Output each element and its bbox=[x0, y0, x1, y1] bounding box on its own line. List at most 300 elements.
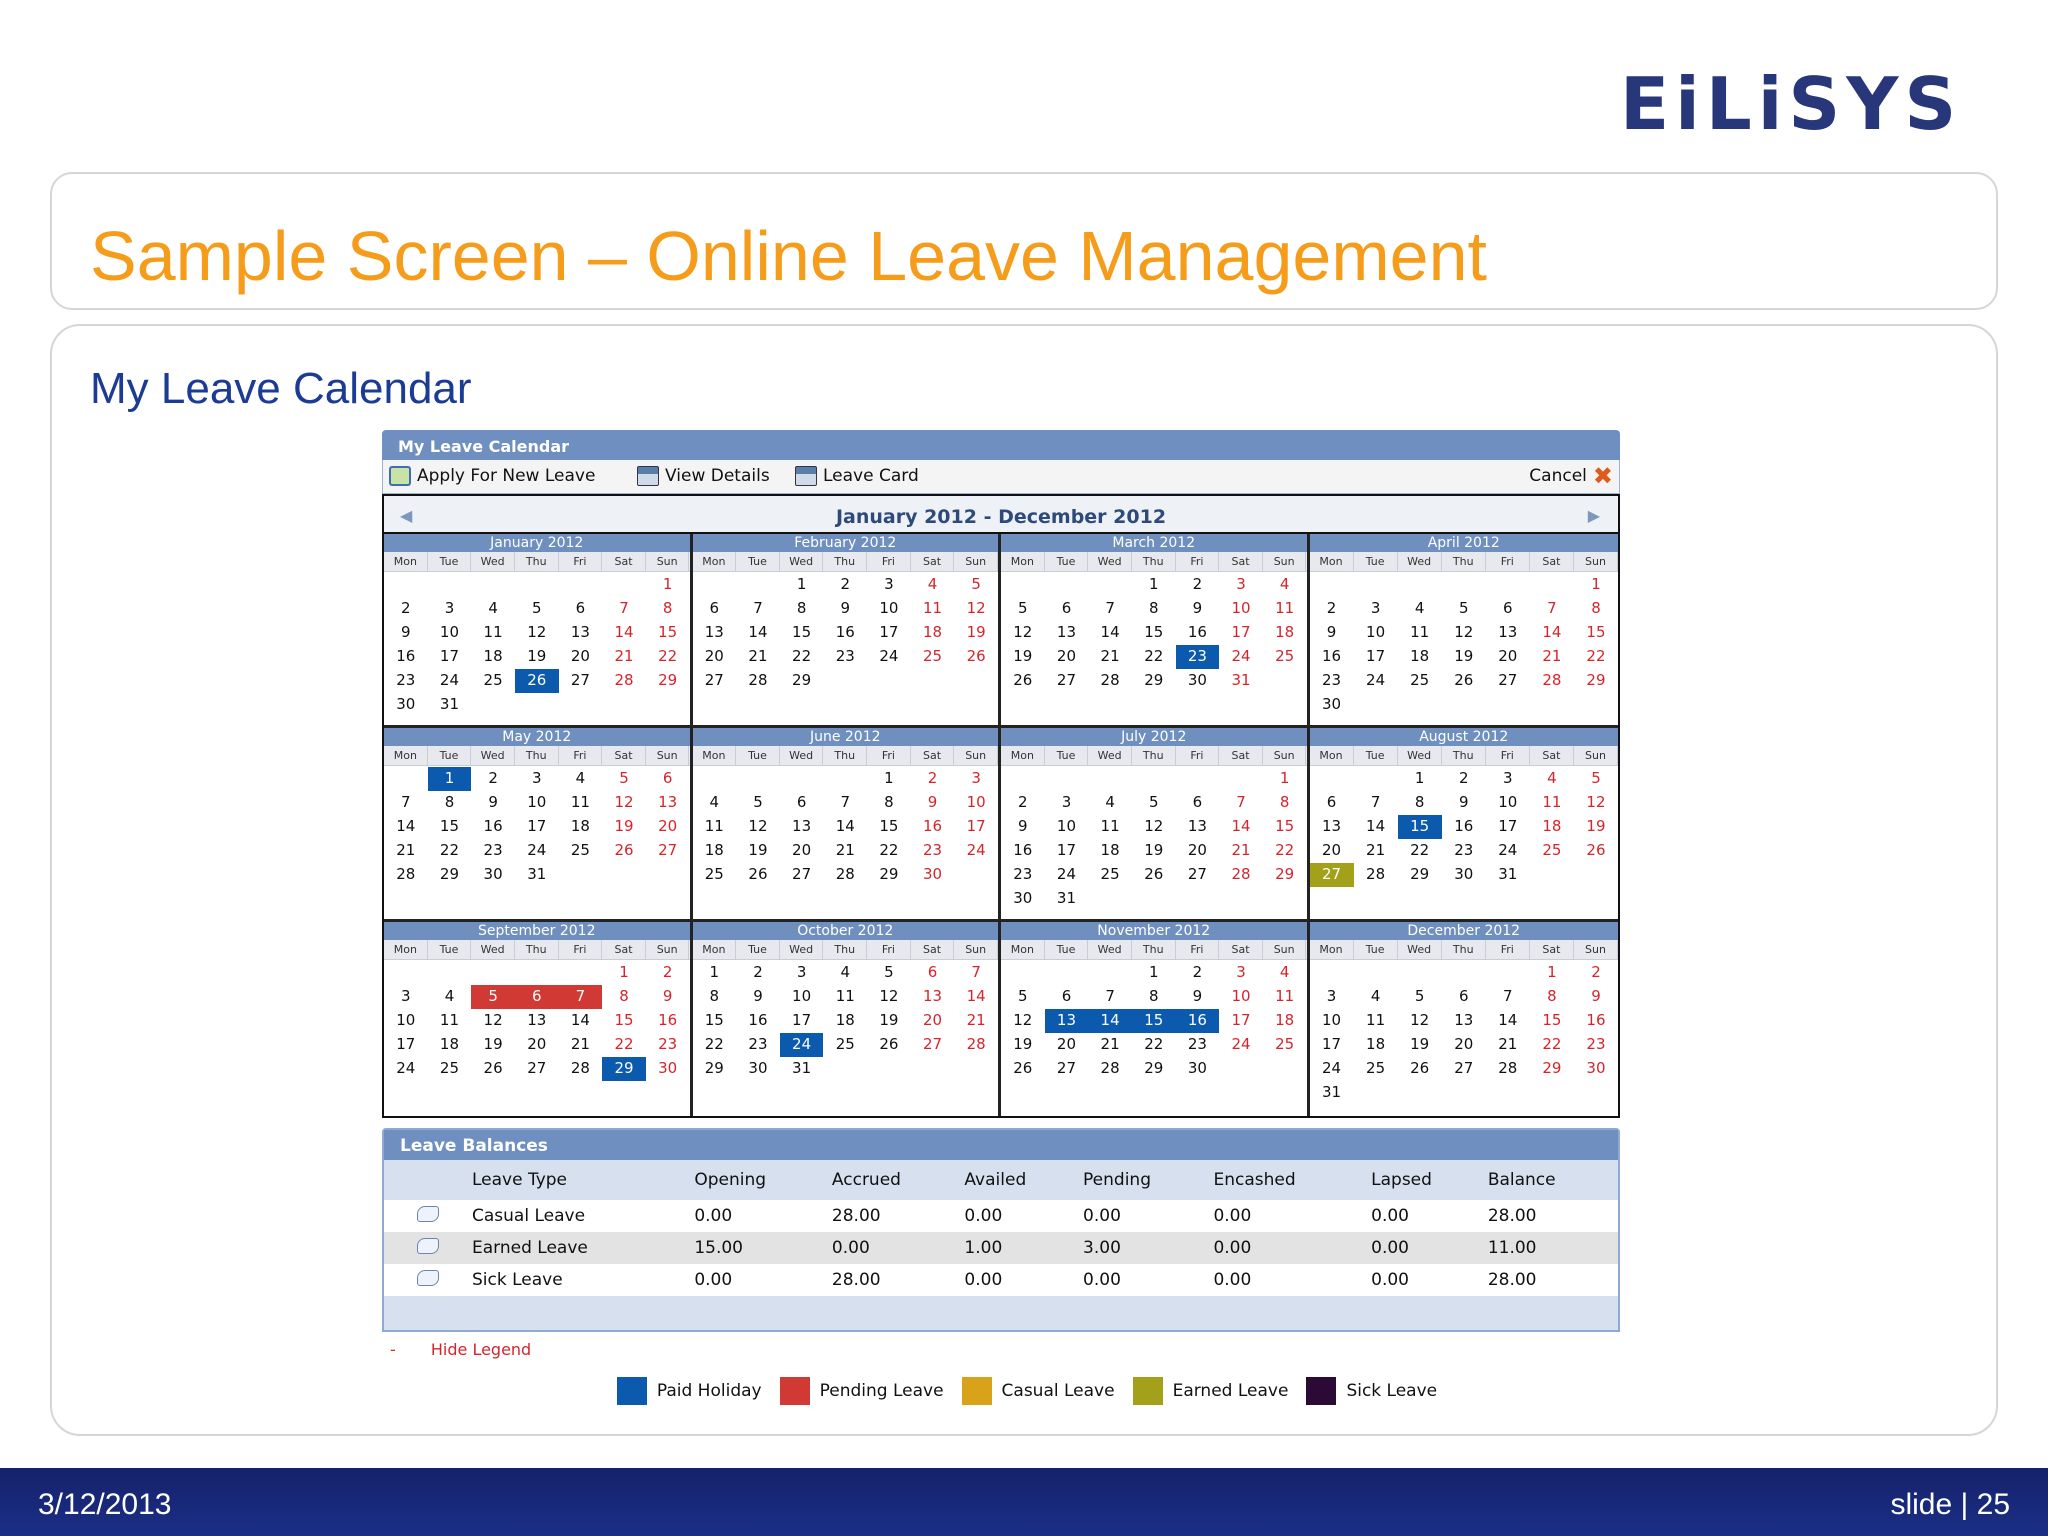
day-cell[interactable]: 6 bbox=[709, 599, 720, 617]
day-cell[interactable]: 18 bbox=[483, 647, 503, 665]
day-cell[interactable]: 8 bbox=[1148, 599, 1159, 617]
day-cell[interactable]: 3 bbox=[884, 575, 894, 593]
day-cell[interactable]: 31 bbox=[439, 695, 459, 713]
day-cell[interactable]: 28 bbox=[835, 865, 855, 883]
day-cell[interactable]: 17 bbox=[527, 817, 547, 835]
day-cell[interactable]: 31 bbox=[792, 1059, 812, 1077]
day-cell[interactable]: 14 bbox=[396, 817, 416, 835]
day-cell[interactable]: 10 bbox=[396, 1011, 416, 1029]
leave-type-icon[interactable] bbox=[417, 1270, 439, 1286]
day-cell[interactable]: 20 bbox=[1056, 647, 1076, 665]
day-cell[interactable]: 26 bbox=[1144, 865, 1164, 883]
day-cell[interactable]: 23 bbox=[1176, 645, 1220, 669]
day-cell[interactable]: 31 bbox=[1231, 671, 1251, 689]
day-cell[interactable]: 6 bbox=[575, 599, 586, 617]
day-cell[interactable]: 27 bbox=[658, 841, 678, 859]
day-cell[interactable]: 21 bbox=[570, 1035, 590, 1053]
day-cell[interactable]: 3 bbox=[1370, 599, 1381, 617]
day-cell[interactable]: 12 bbox=[1013, 1011, 1033, 1029]
day-cell[interactable]: 18 bbox=[1275, 623, 1295, 641]
day-cell[interactable]: 13 bbox=[922, 987, 943, 1005]
day-cell[interactable]: 14 bbox=[1366, 817, 1386, 835]
leave-card-button[interactable] bbox=[795, 466, 919, 486]
day-cell[interactable]: 8 bbox=[1148, 987, 1159, 1005]
day-cell[interactable]: 15 bbox=[614, 1011, 634, 1029]
day-cell[interactable]: 23 bbox=[396, 671, 416, 689]
day-cell[interactable]: 24 bbox=[396, 1059, 416, 1077]
day-cell[interactable]: 8 bbox=[1414, 793, 1425, 811]
day-cell[interactable]: 2 bbox=[753, 963, 763, 981]
day-cell[interactable]: 25 bbox=[483, 671, 503, 689]
day-cell[interactable]: 1 bbox=[1414, 769, 1425, 787]
day-cell[interactable]: 24 bbox=[527, 841, 547, 859]
day-cell[interactable]: 2 bbox=[1192, 963, 1203, 981]
day-cell[interactable]: 2 bbox=[1326, 599, 1337, 617]
day-cell[interactable]: 29 bbox=[1410, 865, 1430, 883]
day-cell[interactable]: 4 bbox=[488, 599, 498, 617]
day-cell[interactable]: 29 bbox=[1275, 865, 1295, 883]
day-cell[interactable]: 22 bbox=[614, 1035, 634, 1053]
day-cell[interactable]: 3 bbox=[1503, 769, 1513, 787]
day-cell[interactable]: 11 bbox=[1366, 1011, 1386, 1029]
day-cell[interactable]: 6 bbox=[1458, 987, 1469, 1005]
day-cell[interactable]: 31 bbox=[1056, 889, 1076, 907]
day-cell[interactable]: 24 bbox=[1231, 647, 1251, 665]
day-cell[interactable]: 26 bbox=[1013, 1059, 1033, 1077]
day-cell[interactable]: 14 bbox=[1498, 1011, 1518, 1029]
day-cell[interactable]: 23 bbox=[1321, 671, 1342, 689]
apply-leave-button[interactable] bbox=[389, 466, 595, 486]
day-cell[interactable]: 24 bbox=[1231, 1035, 1251, 1053]
day-cell[interactable]: 7 bbox=[1105, 987, 1115, 1005]
day-cell[interactable]: 2 bbox=[662, 963, 673, 981]
day-cell[interactable]: 2 bbox=[1192, 575, 1203, 593]
day-cell[interactable]: 7 bbox=[1503, 987, 1513, 1005]
day-cell[interactable]: 15 bbox=[1144, 623, 1164, 641]
day-cell[interactable]: 6 bbox=[796, 793, 807, 811]
day-cell[interactable]: 16 bbox=[748, 1011, 768, 1029]
day-cell[interactable]: 16 bbox=[1013, 841, 1033, 859]
day-cell[interactable]: 6 bbox=[927, 963, 938, 981]
day-cell[interactable]: 22 bbox=[658, 647, 678, 665]
leave-type-icon[interactable] bbox=[417, 1206, 439, 1222]
day-cell[interactable]: 26 bbox=[1454, 671, 1474, 689]
day-cell[interactable]: 8 bbox=[884, 793, 894, 811]
day-cell[interactable]: 24 bbox=[1498, 841, 1518, 859]
day-cell[interactable]: 30 bbox=[748, 1059, 768, 1077]
day-cell[interactable]: 14 bbox=[1088, 1009, 1132, 1033]
day-cell[interactable]: 8 bbox=[619, 987, 629, 1005]
day-cell[interactable]: 4 bbox=[1279, 963, 1290, 981]
day-cell[interactable]: 17 bbox=[1056, 841, 1076, 859]
day-cell[interactable]: 19 bbox=[527, 647, 547, 665]
day-cell[interactable]: 5 bbox=[1148, 793, 1159, 811]
day-cell[interactable]: 29 bbox=[792, 671, 812, 689]
day-cell[interactable]: 25 bbox=[704, 865, 724, 883]
day-cell[interactable]: 30 bbox=[922, 865, 943, 883]
day-cell[interactable]: 22 bbox=[704, 1035, 724, 1053]
day-cell[interactable]: 22 bbox=[1410, 841, 1430, 859]
day-cell[interactable]: 19 bbox=[614, 817, 634, 835]
day-cell[interactable]: 30 bbox=[1586, 1059, 1606, 1077]
day-cell[interactable]: 6 bbox=[1503, 599, 1513, 617]
day-cell[interactable]: 23 bbox=[1454, 841, 1474, 859]
day-cell[interactable]: 25 bbox=[1275, 647, 1295, 665]
day-cell[interactable]: 24 bbox=[1366, 671, 1386, 689]
day-cell[interactable]: 4 bbox=[444, 987, 455, 1005]
day-cell[interactable]: 1 bbox=[796, 575, 807, 593]
day-cell[interactable]: 16 bbox=[835, 623, 855, 641]
day-cell[interactable]: 26 bbox=[748, 865, 768, 883]
leave-type-icon[interactable] bbox=[417, 1238, 439, 1254]
day-cell[interactable]: 20 bbox=[792, 841, 812, 859]
day-cell[interactable]: 17 bbox=[966, 817, 986, 835]
day-cell[interactable]: 9 bbox=[753, 987, 763, 1005]
day-cell[interactable]: 25 bbox=[1410, 671, 1430, 689]
cancel-button[interactable] bbox=[1529, 462, 1613, 490]
day-cell[interactable]: 28 bbox=[1231, 865, 1251, 883]
hide-legend-link[interactable] bbox=[382, 1340, 1620, 1359]
day-cell[interactable]: 20 bbox=[704, 647, 724, 665]
day-cell[interactable]: 7 bbox=[1547, 599, 1557, 617]
day-cell[interactable]: 23 bbox=[1586, 1035, 1606, 1053]
day-cell[interactable]: 13 bbox=[570, 623, 590, 641]
day-cell[interactable]: 17 bbox=[1231, 623, 1251, 641]
day-cell[interactable]: 4 bbox=[927, 575, 938, 593]
day-cell[interactable]: 10 bbox=[1231, 599, 1251, 617]
day-cell[interactable]: 6 bbox=[1061, 599, 1072, 617]
day-cell[interactable]: 4 bbox=[709, 793, 720, 811]
day-cell[interactable]: 20 bbox=[1454, 1035, 1474, 1053]
day-cell[interactable]: 17 bbox=[439, 647, 459, 665]
day-cell[interactable]: 9 bbox=[662, 987, 673, 1005]
day-cell[interactable]: 1 bbox=[1148, 575, 1159, 593]
day-cell[interactable]: 4 bbox=[575, 769, 586, 787]
day-cell[interactable]: 7 bbox=[619, 599, 629, 617]
day-cell[interactable]: 19 bbox=[748, 841, 768, 859]
day-cell[interactable]: 15 bbox=[704, 1011, 724, 1029]
day-cell[interactable]: 22 bbox=[1144, 1035, 1164, 1053]
day-cell[interactable]: 27 bbox=[1310, 863, 1354, 887]
day-cell[interactable]: 11 bbox=[570, 793, 590, 811]
day-cell[interactable]: 6 bbox=[1326, 793, 1337, 811]
day-cell[interactable]: 13 bbox=[1056, 623, 1076, 641]
day-cell[interactable]: 25 bbox=[1100, 865, 1120, 883]
day-cell[interactable]: 16 bbox=[483, 817, 503, 835]
day-cell[interactable]: 2 bbox=[1458, 769, 1469, 787]
day-cell[interactable]: 30 bbox=[483, 865, 503, 883]
day-cell[interactable]: 20 bbox=[1321, 841, 1342, 859]
day-cell[interactable]: 19 bbox=[483, 1035, 503, 1053]
day-cell[interactable]: 11 bbox=[1100, 817, 1120, 835]
day-cell[interactable]: 10 bbox=[1498, 793, 1518, 811]
day-cell[interactable]: 10 bbox=[1056, 817, 1076, 835]
day-cell[interactable]: 14 bbox=[1542, 623, 1562, 641]
day-cell[interactable]: 13 bbox=[658, 793, 678, 811]
day-cell[interactable]: 24 bbox=[780, 1033, 824, 1057]
day-cell[interactable]: 10 bbox=[792, 987, 812, 1005]
day-cell[interactable]: 1 bbox=[1547, 963, 1557, 981]
day-cell[interactable]: 18 bbox=[1410, 647, 1430, 665]
day-cell[interactable]: 9 bbox=[1192, 599, 1203, 617]
day-cell[interactable]: 18 bbox=[1366, 1035, 1386, 1053]
day-cell[interactable]: 26 bbox=[879, 1035, 899, 1053]
day-cell[interactable]: 4 bbox=[840, 963, 851, 981]
day-cell[interactable]: 20 bbox=[1498, 647, 1518, 665]
day-cell[interactable]: 15 bbox=[1275, 817, 1295, 835]
day-cell[interactable]: 30 bbox=[1187, 671, 1207, 689]
day-cell[interactable]: 22 bbox=[792, 647, 812, 665]
day-cell[interactable]: 5 bbox=[471, 985, 515, 1009]
day-cell[interactable]: 26 bbox=[1410, 1059, 1430, 1077]
day-cell[interactable]: 1 bbox=[709, 963, 720, 981]
day-cell[interactable]: 4 bbox=[1279, 575, 1290, 593]
day-cell[interactable]: 9 bbox=[1326, 623, 1337, 641]
day-cell[interactable]: 20 bbox=[922, 1011, 943, 1029]
day-cell[interactable]: 12 bbox=[614, 793, 634, 811]
day-cell[interactable]: 19 bbox=[1013, 647, 1033, 665]
day-cell[interactable]: 6 bbox=[1061, 987, 1072, 1005]
day-cell[interactable]: 28 bbox=[1100, 1059, 1120, 1077]
day-cell[interactable]: 19 bbox=[1586, 817, 1606, 835]
day-cell[interactable]: 26 bbox=[515, 669, 559, 693]
day-cell[interactable]: 9 bbox=[401, 623, 411, 641]
day-cell[interactable]: 28 bbox=[396, 865, 416, 883]
day-cell[interactable]: 5 bbox=[1018, 599, 1028, 617]
day-cell[interactable]: 31 bbox=[527, 865, 547, 883]
day-cell[interactable]: 10 bbox=[1366, 623, 1386, 641]
day-cell[interactable]: 10 bbox=[1231, 987, 1251, 1005]
day-cell[interactable]: 8 bbox=[1547, 987, 1557, 1005]
day-cell[interactable]: 21 bbox=[966, 1011, 986, 1029]
day-cell[interactable]: 7 bbox=[753, 599, 763, 617]
day-cell[interactable]: 20 bbox=[1187, 841, 1207, 859]
day-cell[interactable]: 8 bbox=[444, 793, 455, 811]
day-cell[interactable]: 17 bbox=[1231, 1011, 1251, 1029]
day-cell[interactable]: 7 bbox=[1370, 793, 1381, 811]
day-cell[interactable]: 16 bbox=[1187, 623, 1207, 641]
day-cell[interactable]: 25 bbox=[1542, 841, 1562, 859]
day-cell[interactable]: 27 bbox=[1056, 671, 1076, 689]
day-cell[interactable]: 3 bbox=[1061, 793, 1072, 811]
day-cell[interactable]: 12 bbox=[1586, 793, 1606, 811]
day-cell[interactable]: 12 bbox=[1144, 817, 1164, 835]
day-cell[interactable]: 21 bbox=[1366, 841, 1386, 859]
day-cell[interactable]: 28 bbox=[966, 1035, 986, 1053]
day-cell[interactable]: 3 bbox=[401, 987, 411, 1005]
day-cell[interactable]: 1 bbox=[1591, 575, 1601, 593]
day-cell[interactable]: 22 bbox=[879, 841, 899, 859]
day-cell[interactable]: 27 bbox=[1056, 1059, 1076, 1077]
day-cell[interactable]: 15 bbox=[1398, 815, 1442, 839]
day-cell[interactable]: 6 bbox=[662, 769, 673, 787]
day-cell[interactable]: 17 bbox=[1321, 1035, 1342, 1053]
day-cell[interactable]: 6 bbox=[1192, 793, 1203, 811]
day-cell[interactable]: 13 bbox=[792, 817, 812, 835]
day-cell[interactable]: 27 bbox=[1498, 671, 1518, 689]
day-cell[interactable]: 27 bbox=[1187, 865, 1207, 883]
day-cell[interactable]: 29 bbox=[1542, 1059, 1562, 1077]
day-cell[interactable]: 15 bbox=[879, 817, 899, 835]
day-cell[interactable]: 23 bbox=[658, 1035, 678, 1053]
day-cell[interactable]: 21 bbox=[1498, 1035, 1518, 1053]
day-cell[interactable]: 10 bbox=[439, 623, 459, 641]
day-cell[interactable]: 21 bbox=[396, 841, 416, 859]
previous-arrow-icon[interactable]: ◀ bbox=[400, 506, 413, 525]
day-cell[interactable]: 23 bbox=[1013, 865, 1033, 883]
day-cell[interactable]: 13 bbox=[527, 1011, 547, 1029]
day-cell[interactable]: 23 bbox=[922, 841, 943, 859]
day-cell[interactable]: 23 bbox=[483, 841, 503, 859]
day-cell[interactable]: 5 bbox=[1591, 769, 1601, 787]
day-cell[interactable]: 4 bbox=[1414, 599, 1425, 617]
day-cell[interactable]: 30 bbox=[1321, 695, 1342, 713]
day-cell[interactable]: 12 bbox=[1013, 623, 1033, 641]
day-cell[interactable]: 29 bbox=[704, 1059, 724, 1077]
day-cell[interactable]: 15 bbox=[1542, 1011, 1562, 1029]
day-cell[interactable]: 25 bbox=[1275, 1035, 1295, 1053]
day-cell[interactable]: 17 bbox=[1498, 817, 1518, 835]
day-cell[interactable]: 30 bbox=[1454, 865, 1474, 883]
day-cell[interactable]: 14 bbox=[966, 987, 986, 1005]
day-cell[interactable]: 14 bbox=[570, 1011, 590, 1029]
day-cell[interactable]: 2 bbox=[1018, 793, 1028, 811]
day-cell[interactable]: 9 bbox=[1192, 987, 1203, 1005]
day-cell[interactable]: 5 bbox=[1458, 599, 1469, 617]
day-cell[interactable]: 19 bbox=[1410, 1035, 1430, 1053]
day-cell[interactable]: 12 bbox=[1410, 1011, 1430, 1029]
day-cell[interactable]: 26 bbox=[1586, 841, 1606, 859]
day-cell[interactable]: 7 bbox=[401, 793, 411, 811]
day-cell[interactable]: 19 bbox=[1013, 1035, 1033, 1053]
day-cell[interactable]: 1 bbox=[428, 767, 472, 791]
day-cell[interactable]: 5 bbox=[884, 963, 894, 981]
day-cell[interactable]: 9 bbox=[1458, 793, 1469, 811]
table-row[interactable] bbox=[384, 1200, 1618, 1232]
day-cell[interactable]: 18 bbox=[1542, 817, 1562, 835]
day-cell[interactable]: 8 bbox=[1279, 793, 1290, 811]
day-cell[interactable]: 14 bbox=[1100, 623, 1120, 641]
day-cell[interactable]: 28 bbox=[748, 671, 768, 689]
day-cell[interactable]: 18 bbox=[1100, 841, 1120, 859]
day-cell[interactable]: 10 bbox=[966, 793, 986, 811]
view-details-button[interactable] bbox=[637, 466, 770, 486]
day-cell[interactable]: 21 bbox=[835, 841, 855, 859]
day-cell[interactable]: 9 bbox=[927, 793, 938, 811]
day-cell[interactable]: 28 bbox=[614, 671, 634, 689]
day-cell[interactable]: 12 bbox=[527, 623, 547, 641]
day-cell[interactable]: 18 bbox=[570, 817, 590, 835]
day-cell[interactable]: 2 bbox=[401, 599, 411, 617]
day-cell[interactable]: 30 bbox=[658, 1059, 678, 1077]
day-cell[interactable]: 20 bbox=[1056, 1035, 1076, 1053]
day-cell[interactable]: 26 bbox=[1013, 671, 1033, 689]
day-cell[interactable]: 12 bbox=[879, 987, 899, 1005]
day-cell[interactable]: 12 bbox=[483, 1011, 503, 1029]
day-cell[interactable]: 17 bbox=[396, 1035, 416, 1053]
day-cell[interactable]: 23 bbox=[835, 647, 855, 665]
day-cell[interactable]: 27 bbox=[922, 1035, 943, 1053]
day-cell[interactable]: 21 bbox=[1100, 1035, 1120, 1053]
day-cell[interactable]: 23 bbox=[1187, 1035, 1207, 1053]
day-cell[interactable]: 5 bbox=[619, 769, 629, 787]
day-cell[interactable]: 18 bbox=[922, 623, 943, 641]
day-cell[interactable]: 22 bbox=[1275, 841, 1295, 859]
day-cell[interactable]: 11 bbox=[1542, 793, 1562, 811]
day-cell[interactable]: 29 bbox=[1144, 1059, 1164, 1077]
day-cell[interactable]: 11 bbox=[1275, 599, 1295, 617]
day-cell[interactable]: 28 bbox=[1100, 671, 1120, 689]
day-cell[interactable]: 19 bbox=[1454, 647, 1474, 665]
day-cell[interactable]: 7 bbox=[1105, 599, 1115, 617]
day-cell[interactable]: 20 bbox=[527, 1035, 547, 1053]
day-cell[interactable]: 12 bbox=[748, 817, 768, 835]
day-cell[interactable]: 30 bbox=[1187, 1059, 1207, 1077]
day-cell[interactable]: 15 bbox=[658, 623, 678, 641]
day-cell[interactable]: 5 bbox=[971, 575, 981, 593]
day-cell[interactable]: 3 bbox=[971, 769, 981, 787]
day-cell[interactable]: 9 bbox=[1018, 817, 1028, 835]
day-cell[interactable]: 3 bbox=[1236, 575, 1246, 593]
day-cell[interactable]: 6 bbox=[515, 985, 559, 1009]
day-cell[interactable]: 22 bbox=[1144, 647, 1164, 665]
day-cell[interactable]: 13 bbox=[1045, 1009, 1089, 1033]
day-cell[interactable]: 28 bbox=[1366, 865, 1386, 883]
day-cell[interactable]: 7 bbox=[1236, 793, 1246, 811]
day-cell[interactable]: 21 bbox=[614, 647, 634, 665]
day-cell[interactable]: 29 bbox=[1586, 671, 1606, 689]
day-cell[interactable]: 15 bbox=[1586, 623, 1606, 641]
day-cell[interactable]: 24 bbox=[1056, 865, 1076, 883]
day-cell[interactable]: 13 bbox=[704, 623, 724, 641]
day-cell[interactable]: 24 bbox=[439, 671, 459, 689]
day-cell[interactable]: 11 bbox=[704, 817, 724, 835]
day-cell[interactable]: 2 bbox=[488, 769, 498, 787]
day-cell[interactable]: 14 bbox=[748, 623, 768, 641]
day-cell[interactable]: 22 bbox=[1586, 647, 1606, 665]
day-cell[interactable]: 13 bbox=[1454, 1011, 1474, 1029]
day-cell[interactable]: 16 bbox=[1586, 1011, 1606, 1029]
day-cell[interactable]: 3 bbox=[444, 599, 455, 617]
day-cell[interactable]: 5 bbox=[1018, 987, 1028, 1005]
day-cell[interactable]: 4 bbox=[1370, 987, 1381, 1005]
day-cell[interactable]: 22 bbox=[1542, 1035, 1562, 1053]
day-cell[interactable]: 21 bbox=[748, 647, 768, 665]
day-cell[interactable]: 16 bbox=[922, 817, 943, 835]
day-cell[interactable]: 17 bbox=[879, 623, 899, 641]
day-cell[interactable]: 14 bbox=[835, 817, 855, 835]
day-cell[interactable]: 1 bbox=[619, 963, 629, 981]
day-cell[interactable]: 10 bbox=[879, 599, 899, 617]
day-cell[interactable]: 19 bbox=[966, 623, 986, 641]
day-cell[interactable]: 16 bbox=[396, 647, 416, 665]
day-cell[interactable]: 14 bbox=[1231, 817, 1251, 835]
day-cell[interactable]: 4 bbox=[1547, 769, 1557, 787]
day-cell[interactable]: 2 bbox=[1591, 963, 1601, 981]
day-cell[interactable]: 18 bbox=[439, 1035, 459, 1053]
day-cell[interactable]: 2 bbox=[840, 575, 851, 593]
day-cell[interactable]: 2 bbox=[927, 769, 938, 787]
day-cell[interactable]: 1 bbox=[662, 575, 673, 593]
day-cell[interactable]: 12 bbox=[1454, 623, 1474, 641]
day-cell[interactable]: 18 bbox=[704, 841, 724, 859]
day-cell[interactable]: 29 bbox=[658, 671, 678, 689]
day-cell[interactable]: 11 bbox=[835, 987, 855, 1005]
day-cell[interactable]: 28 bbox=[570, 1059, 590, 1077]
day-cell[interactable]: 27 bbox=[1454, 1059, 1474, 1077]
day-cell[interactable]: 21 bbox=[1542, 647, 1562, 665]
day-cell[interactable]: 7 bbox=[840, 793, 851, 811]
